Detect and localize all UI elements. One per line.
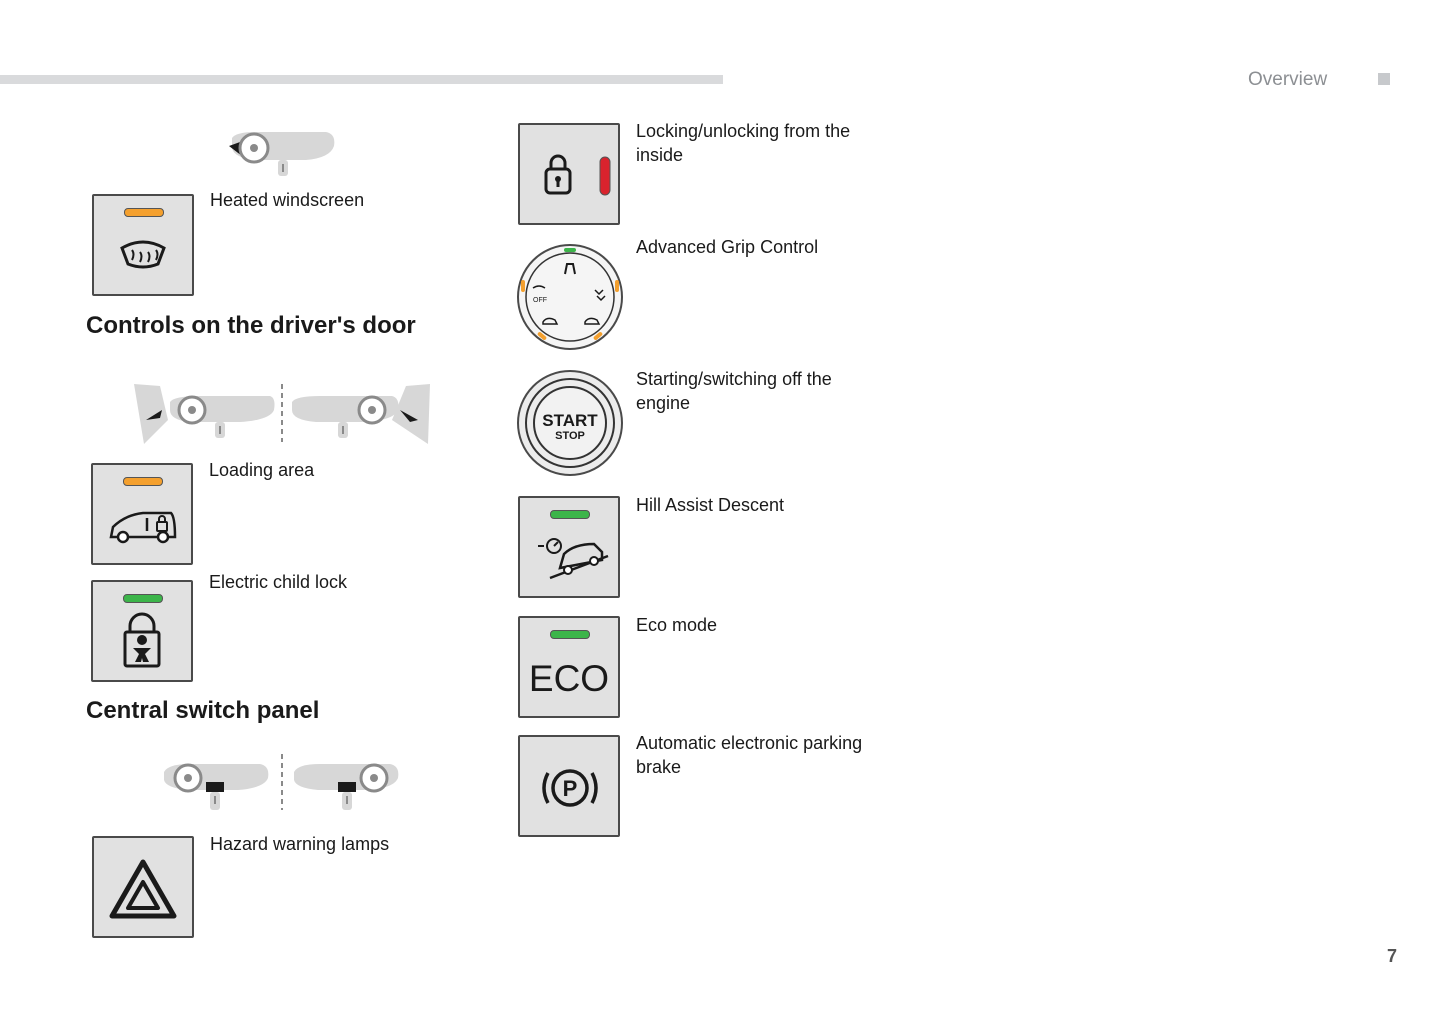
padlock-icon — [520, 125, 618, 223]
svg-text:P: P — [562, 776, 578, 801]
eco-button-text: ECO — [528, 658, 610, 699]
stop-text: STOP — [555, 430, 585, 442]
hill-descent-icon — [520, 498, 618, 596]
start-stop-button[interactable] — [517, 370, 623, 476]
grip-control-dial-icon — [519, 246, 621, 348]
heated-windscreen-icon — [94, 196, 192, 294]
hill-descent-label: Hill Assist Descent — [636, 495, 785, 515]
hazard-label: Hazard warning lamps — [210, 834, 390, 854]
loading-area-button[interactable] — [91, 463, 193, 565]
child-lock-button[interactable] — [91, 580, 193, 682]
hazard-button[interactable] — [92, 836, 194, 938]
header-bar — [0, 75, 723, 84]
start-text: START — [542, 411, 598, 430]
page-number: 7 — [1387, 946, 1398, 966]
loading-area-label: Loading area — [209, 460, 315, 480]
start-stop-label: Starting/switching off the engine — [636, 369, 832, 413]
section-title: Overview — [1248, 69, 1328, 90]
status-led — [550, 630, 590, 639]
parking-brake-label: Automatic electronic parking brake — [636, 733, 863, 777]
child-lock-icon — [93, 582, 191, 680]
heated-windscreen-label: Heated windscreen — [210, 190, 365, 210]
central-panel-location-icon — [160, 754, 405, 814]
grip-control-label: Advanced Grip Control — [636, 237, 819, 257]
start-stop-icon — [519, 372, 621, 474]
heading-driver-door: Controls on the driver's door — [86, 312, 416, 339]
central-locking-label: Locking/unlocking from the inside — [636, 121, 851, 165]
heated-windscreen-button[interactable] — [92, 194, 194, 296]
parking-brake-button[interactable] — [518, 735, 620, 837]
grip-off-label: OFF — [533, 297, 547, 304]
eco-button[interactable] — [518, 616, 620, 718]
hill-descent-button[interactable] — [518, 496, 620, 598]
dashboard-location-icon — [226, 128, 338, 180]
child-lock-label: Electric child lock — [209, 572, 348, 592]
grip-control-dial[interactable] — [517, 244, 623, 350]
heading-central-panel: Central switch panel — [86, 697, 320, 724]
parking-brake-icon — [520, 737, 618, 835]
driver-door-location-icon — [130, 380, 435, 448]
car-boot-lock-icon — [93, 465, 191, 563]
central-locking-button[interactable] — [518, 123, 620, 225]
eco-label: Eco mode — [636, 615, 718, 635]
hazard-triangle-icon — [94, 838, 192, 936]
section-marker — [1378, 73, 1390, 85]
